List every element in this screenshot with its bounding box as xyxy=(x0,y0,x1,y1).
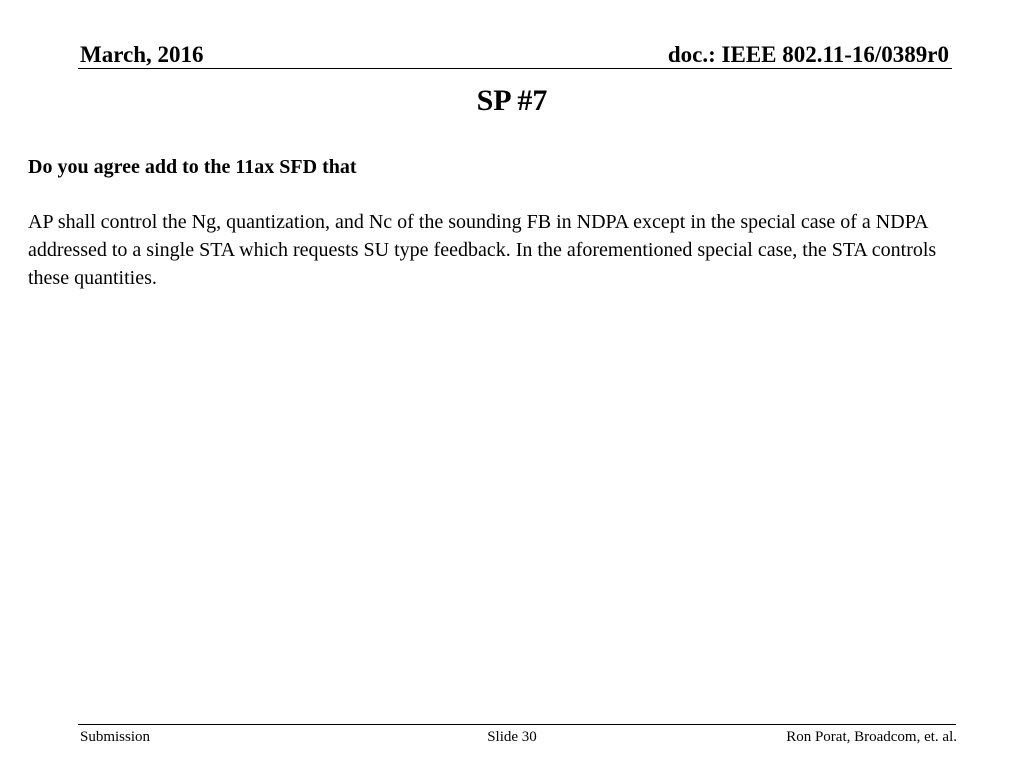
slide-content xyxy=(28,153,968,292)
footer-authors: Ron Porat, Broadcom, et. al. xyxy=(786,729,957,745)
header-doc-id: doc.: IEEE 802.11-16/0389r0 xyxy=(667,42,949,67)
straw-poll-text: AP shall control the Ng, quantization, and Nc of the sounding FB in NDPA except in the special case of a NDPA addressed to a single STA which requests SU type feedback. In the aforementioned special case, the STA controls these quantities. xyxy=(28,211,937,289)
footer-divider xyxy=(78,724,956,725)
footer-slide-number: Slide 30 xyxy=(487,729,537,745)
slide-title: SP #7 xyxy=(476,84,548,117)
header-date: March, 2016 xyxy=(80,42,204,67)
straw-poll-question: Do you agree add to the 11ax SFD that xyxy=(28,156,357,178)
header-divider xyxy=(78,68,952,69)
footer-submission: Submission xyxy=(80,729,151,745)
